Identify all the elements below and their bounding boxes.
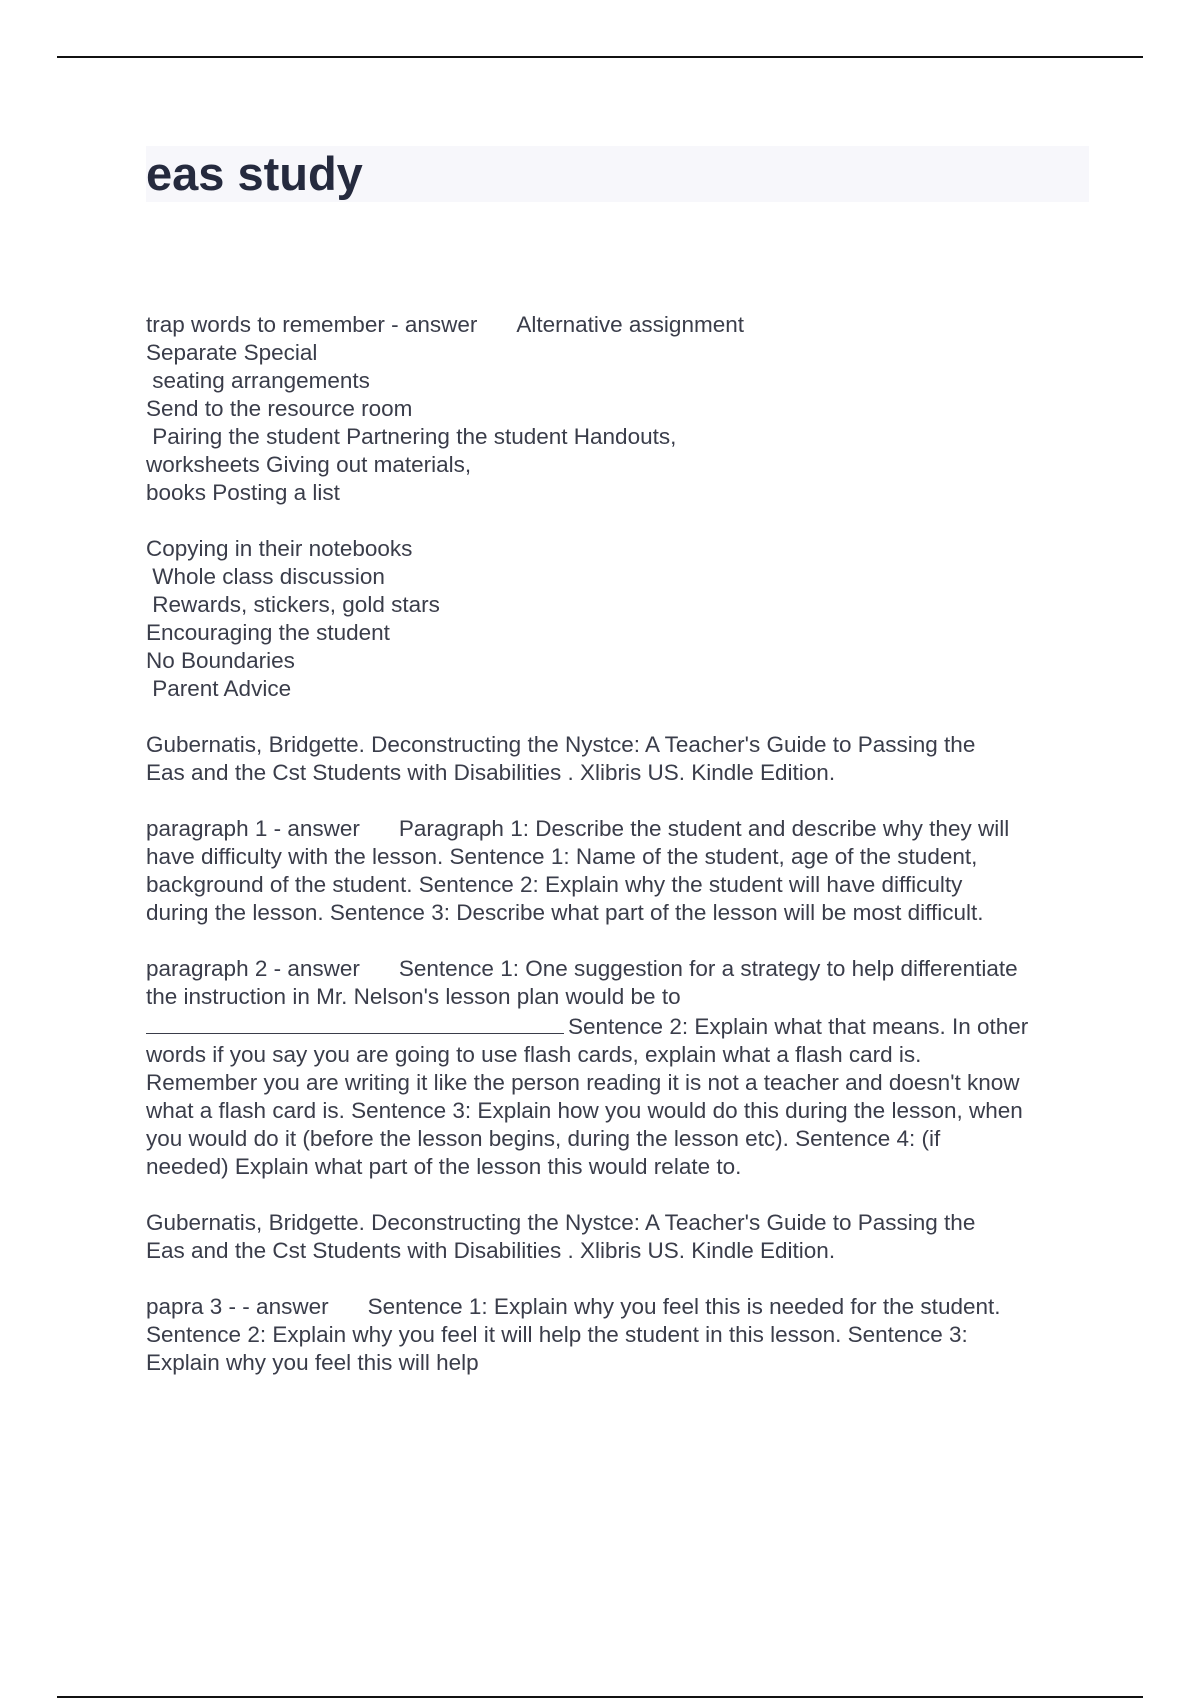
card-answer-start: Paragraph 1: Describe the student and describe why they will — [398, 816, 1010, 841]
card-question-line — [146, 1293, 1096, 1321]
card-paragraph-3 — [146, 1293, 1096, 1377]
answer-line: Sentence 2: Explain why you feel it will help the student in this lesson. Sentence 3: — [146, 1322, 968, 1347]
blank-line — [146, 507, 1096, 535]
answer-line: background of the student. Sentence 2: Explain why the student will have difficulty — [146, 872, 963, 897]
answer-line: the instruction in Mr. Nelson's lesson plan would be to — [146, 984, 681, 1009]
header-rule — [57, 56, 1143, 58]
blank-line — [146, 1181, 1096, 1209]
answer-line: Encouraging the student — [146, 620, 390, 645]
footer-rule — [57, 1696, 1143, 1698]
card-answer-start: Alternative assignment — [516, 312, 744, 337]
answer-line: you would do it (before the lesson begins, during the lesson etc). Sentence 4: (if — [146, 1126, 941, 1151]
answer-line: Send to the resource room — [146, 396, 413, 421]
citation-line: Gubernatis, Bridgette. Deconstructing the Nystce: A Teacher's Guide to Passing the — [146, 732, 976, 757]
answer-line: Whole class discussion — [146, 564, 385, 589]
document-body — [146, 311, 1096, 1377]
answer-line: needed) Explain what part of the lesson this would relate to. — [146, 1154, 742, 1179]
card-question: papra 3 - - answer — [146, 1294, 329, 1319]
answer-line: seating arrangements — [146, 368, 370, 393]
answer-line: have difficulty with the lesson. Sentence 1: Name of the student, age of the student, — [146, 844, 978, 869]
card-separator — [146, 787, 1096, 815]
answer-line: words if you say you are going to use flash cards, explain what a flash card is. — [146, 1042, 922, 1067]
answer-line: Parent Advice — [146, 676, 292, 701]
card-trap-words — [146, 311, 1096, 787]
card-question: trap words to remember - answer — [146, 312, 478, 337]
card-question-line — [146, 311, 1096, 339]
card-separator — [146, 1265, 1096, 1293]
answer-line-with-blank — [146, 1011, 1096, 1041]
card-question: paragraph 1 - answer — [146, 816, 360, 841]
answer-line: Pairing the student Partnering the student Handouts, — [146, 424, 677, 449]
answer-line: Separate Special — [146, 340, 318, 365]
citation-line: Eas and the Cst Students with Disabilities . Xlibris US. Kindle Edition. — [146, 760, 836, 785]
blank-line — [146, 703, 1096, 731]
page-title: eas study — [146, 147, 363, 200]
answer-line: No Boundaries — [146, 648, 295, 673]
answer-line: Remember you are writing it like the person reading it is not a teacher and doesn't know — [146, 1070, 1020, 1095]
answer-after-blank: Sentence 2: Explain what that means. In other — [568, 1014, 1029, 1039]
answer-line: Copying in their notebooks — [146, 536, 413, 561]
card-answer-start: Sentence 1: One suggestion for a strategy to help differentiate — [398, 956, 1018, 981]
citation-line: Gubernatis, Bridgette. Deconstructing the Nystce: A Teacher's Guide to Passing the — [146, 1210, 976, 1235]
answer-line: books Posting a list — [146, 480, 340, 505]
answer-line: Rewards, stickers, gold stars — [146, 592, 440, 617]
card-answer-start: Sentence 1: Explain why you feel this is needed for the student. — [367, 1294, 1001, 1319]
card-paragraph-1 — [146, 815, 1096, 927]
card-question-line — [146, 955, 1096, 983]
answer-line: what a flash card is. Sentence 3: Explain how you would do this during the lesson, when — [146, 1098, 1023, 1123]
citation-line: Eas and the Cst Students with Disabilities . Xlibris US. Kindle Edition. — [146, 1238, 836, 1263]
fill-in-blank — [146, 1011, 564, 1034]
answer-line: Explain why you feel this will help — [146, 1350, 479, 1375]
answer-line: worksheets Giving out materials, — [146, 452, 472, 477]
card-question-line — [146, 815, 1096, 843]
card-question: paragraph 2 - answer — [146, 956, 360, 981]
card-paragraph-2 — [146, 955, 1096, 1265]
answer-line: during the lesson. Sentence 3: Describe what part of the lesson will be most difficult. — [146, 900, 984, 925]
card-separator — [146, 927, 1096, 955]
